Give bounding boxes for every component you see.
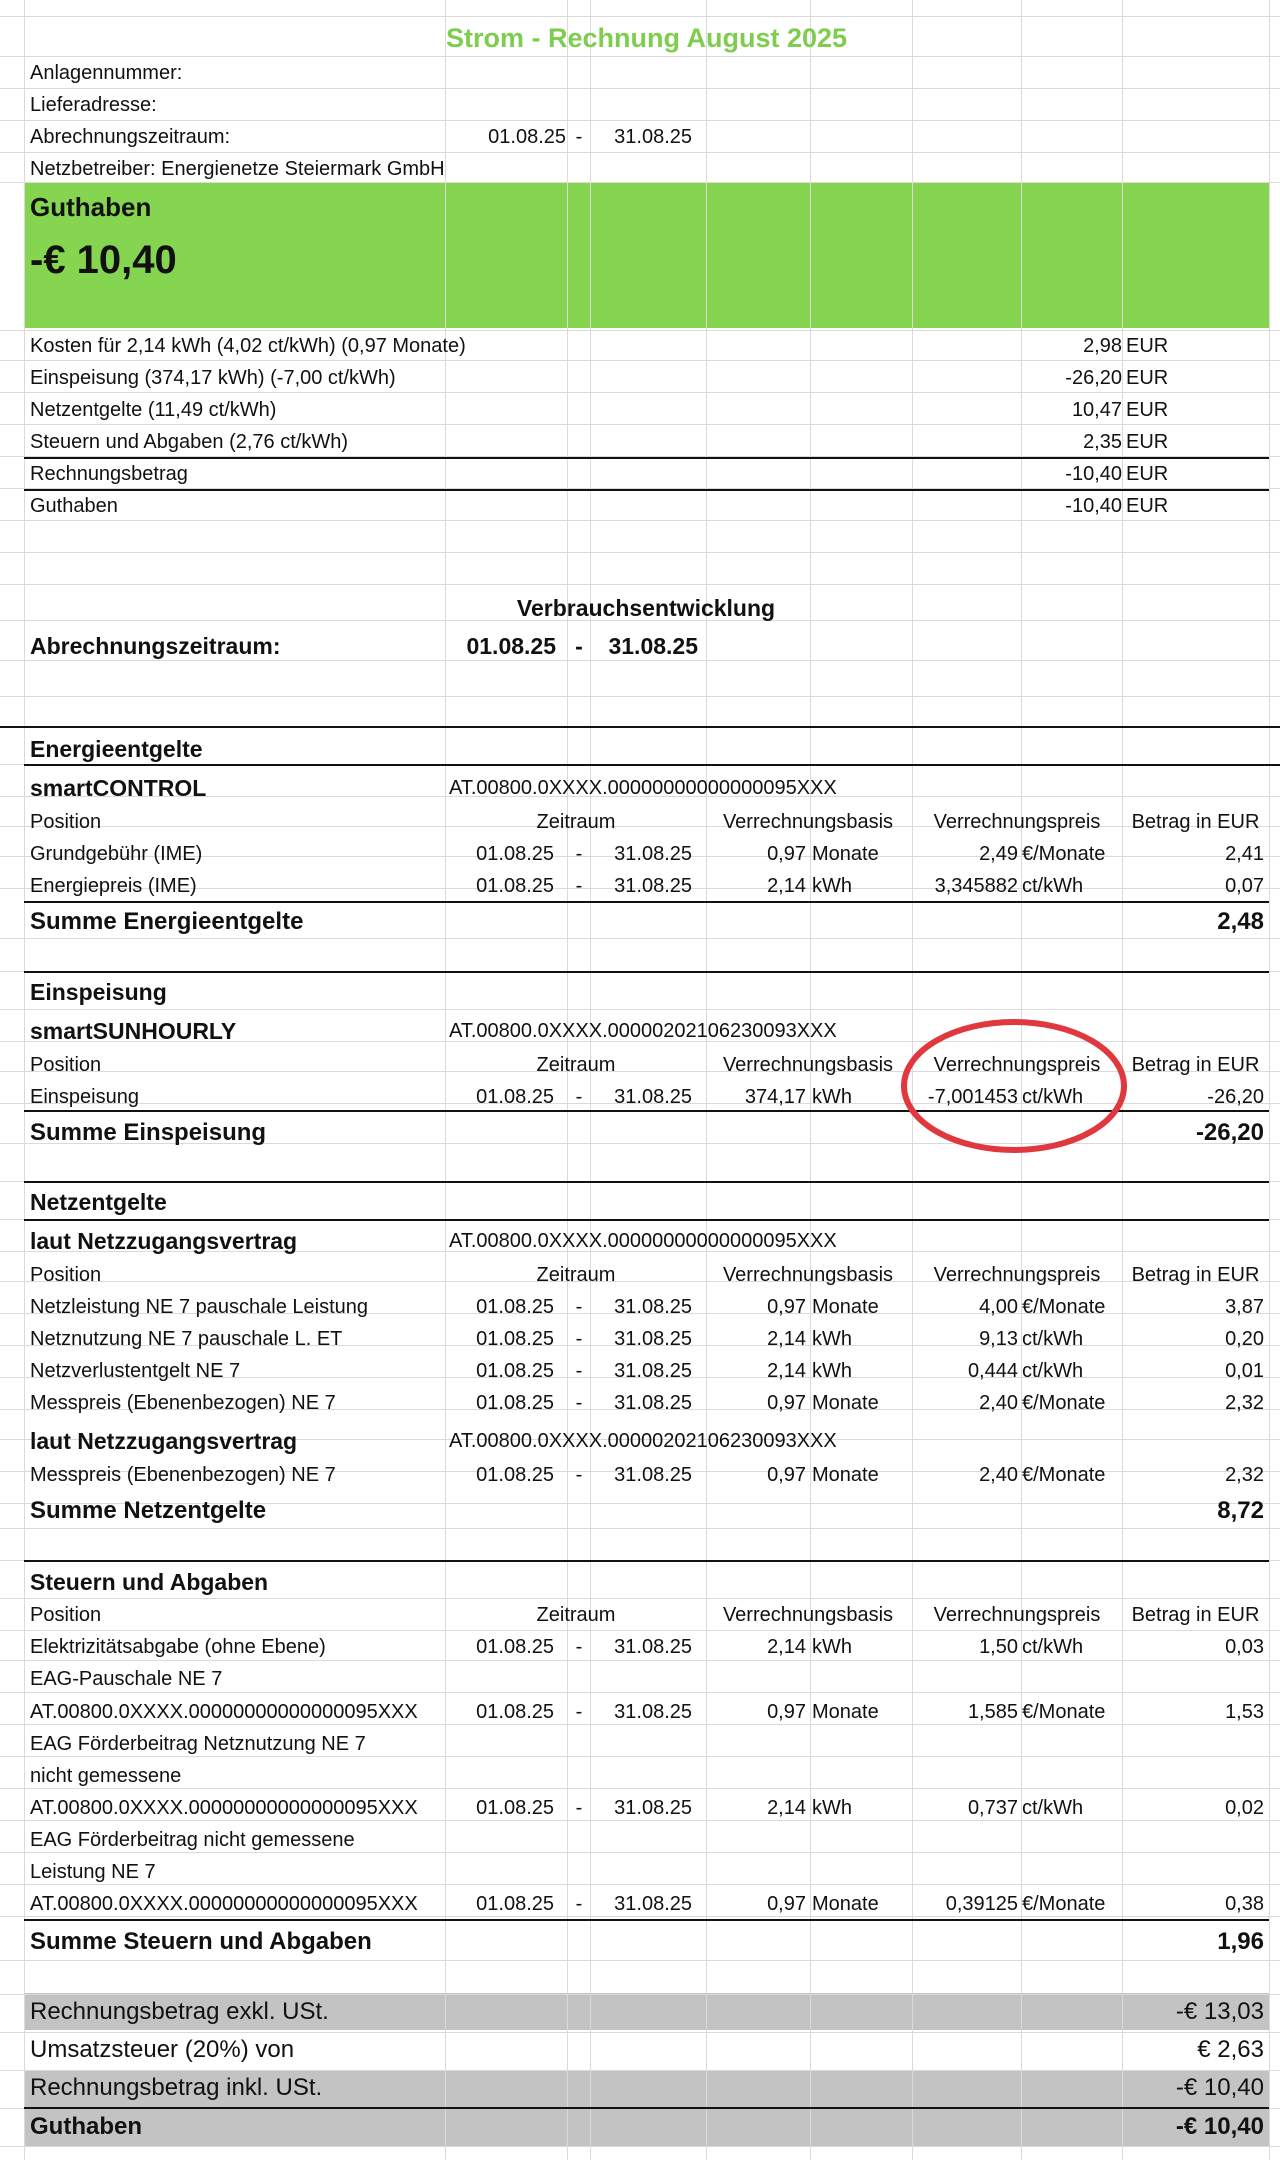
energie-row-1-from: 01.08.25 — [476, 843, 554, 865]
netz-row-4-basis: 0,97 — [767, 1392, 806, 1414]
invoice-title: Strom - Rechnung August 2025 — [445, 23, 848, 53]
energie-row-2-to: 31.08.25 — [614, 875, 692, 897]
netz-row-4-basis-unit: Monate — [812, 1392, 879, 1414]
einsp-row-1-from: 01.08.25 — [476, 1086, 554, 1108]
energie-sum-label: Summe Energieentgelte — [30, 908, 304, 935]
einsp-row-1-pos: Einspeisung — [30, 1086, 139, 1108]
steuern-row-4-preis: 0,39125 — [945, 1893, 1018, 1915]
grid-row-1 — [0, 56, 1280, 57]
summary-unit: EUR — [1126, 367, 1169, 389]
einsp-col-betrag: Betrag in EUR — [1131, 1054, 1260, 1076]
steuern-row-1-preis: 1,50 — [979, 1636, 1018, 1658]
summary-text: Guthaben — [30, 495, 118, 517]
grid-row-14 — [0, 584, 1280, 585]
steuern-eag1-label: EAG-Pauschale NE 7 — [30, 1668, 223, 1690]
steuern-row-4-betrag: 0,38 — [1225, 1893, 1264, 1915]
summary-value: -26,20 — [1065, 367, 1122, 389]
steuern-row-4-from: 01.08.25 — [476, 1893, 554, 1915]
steuern-eag2-label1: EAG Förderbeitrag Netznutzung NE 7 — [30, 1733, 366, 1755]
netzbetreiber: Netzbetreiber: Energienetze Steiermark GmbH — [30, 158, 445, 180]
energie-row-2-from: 01.08.25 — [476, 875, 554, 897]
summary-value: 10,47 — [1071, 399, 1122, 421]
einsp-row-1-basis-unit: kWh — [812, 1086, 852, 1108]
netz-title: Netzentgelte — [30, 1189, 167, 1215]
steuern-row-3-from: 01.08.25 — [476, 1797, 554, 1819]
steuern-row-1-dash: - — [575, 1636, 583, 1658]
steuern-col-basis: Verrechnungsbasis — [722, 1604, 894, 1626]
netz-row-5-dash: - — [575, 1464, 583, 1486]
netz-row-2-from: 01.08.25 — [476, 1328, 554, 1350]
steuern-row-1-to: 31.08.25 — [614, 1636, 692, 1658]
lieferadresse-label: Lieferadresse: — [30, 94, 157, 116]
rule-energie-title — [24, 764, 1280, 766]
steuern-eag3-label2: Leistung NE 7 — [30, 1861, 156, 1883]
einsp-title: Einspeisung — [30, 979, 167, 1005]
energie-row-1-dash: - — [575, 843, 583, 865]
total-ust-label: Umsatzsteuer (20%) von — [30, 2036, 295, 2063]
period-label: Abrechnungszeitraum: — [30, 126, 231, 148]
netz-row-1-betrag: 3,87 — [1225, 1296, 1264, 1318]
netz-row-4-preis-unit: €/Monate — [1022, 1392, 1106, 1414]
netz-row-3-basis: 2,14 — [767, 1360, 806, 1382]
einsp-sum-value: -26,20 — [1195, 1119, 1264, 1146]
netz-row-1-preis-unit: €/Monate — [1022, 1296, 1106, 1318]
grid-row-26 — [0, 1009, 1280, 1010]
rule-netz-title — [24, 1219, 1269, 1221]
netz-row-5-to: 31.08.25 — [614, 1464, 692, 1486]
verbrauch-title: Verbrauchsentwicklung — [516, 595, 776, 621]
grid-row-55 — [0, 1960, 1280, 1961]
netz-row-2-pos: Netznutzung NE 7 pauschale L. ET — [30, 1328, 343, 1350]
energie-row-2-preis: 3,345882 — [934, 875, 1018, 897]
energie-col-position: Position — [30, 811, 102, 833]
steuern-row-4-basis: 0,97 — [767, 1893, 806, 1915]
netz-meter2: AT.00800.0XXXX.00000202106230093XXX — [449, 1430, 837, 1452]
energie-col-zeitraum: Zeitraum — [536, 811, 616, 833]
rule-steuern-top — [24, 1560, 1269, 1562]
steuern-row-4-dash: - — [575, 1893, 583, 1915]
steuern-sum-label: Summe Steuern und Abgaben — [30, 1928, 372, 1955]
steuern-row-3-basis: 2,14 — [767, 1797, 806, 1819]
netz-row-3-dash: - — [575, 1360, 583, 1382]
steuern-col-zeitraum: Zeitraum — [536, 1604, 616, 1626]
steuern-row-2-to: 31.08.25 — [614, 1701, 692, 1723]
einsp-sum-label: Summe Einspeisung — [30, 1119, 267, 1146]
einsp-row-1-preis-unit: ct/kWh — [1022, 1086, 1084, 1108]
netz-row-1-to: 31.08.25 — [614, 1296, 692, 1318]
netz-row-3-from: 01.08.25 — [476, 1360, 554, 1382]
energie-col-basis: Verrechnungsbasis — [722, 811, 894, 833]
energie-row-2-pos: Energiepreis (IME) — [30, 875, 197, 897]
netz-row-3-betrag: 0,01 — [1225, 1360, 1264, 1382]
steuern-row-3-to: 31.08.25 — [614, 1797, 692, 1819]
steuern-row-1-pos: Elektrizitätsabgabe (ohne Ebene) — [30, 1636, 326, 1658]
einsp-row-1-basis: 374,17 — [744, 1086, 806, 1108]
netz-row-5-basis: 0,97 — [767, 1464, 806, 1486]
netz-col-position: Position — [30, 1264, 102, 1286]
energie-title: Energieentgelte — [30, 736, 203, 762]
steuern-row-1-basis-unit: kWh — [812, 1636, 852, 1658]
steuern-row-3-dash: - — [575, 1797, 583, 1819]
verbrauch-dash: - — [575, 633, 583, 659]
rule-energie-top — [0, 726, 1280, 728]
total-inkl-label: Rechnungsbetrag inkl. USt. — [30, 2074, 323, 2101]
steuern-sum-value: 1,96 — [1217, 1928, 1264, 1955]
steuern-row-3-preis: 0,737 — [967, 1797, 1018, 1819]
steuern-row-2-pos: AT.00800.0XXXX.00000000000000095XXX — [30, 1701, 418, 1723]
netz-row-5-basis-unit: Monate — [812, 1464, 879, 1486]
netz-row-3-to: 31.08.25 — [614, 1360, 692, 1382]
netz-meter1: AT.00800.0XXXX.00000000000000095XXX — [449, 1230, 837, 1252]
total-ust-value: € 2,63 — [1197, 2036, 1264, 2063]
netz-sub2: laut Netzzugangsvertrag — [30, 1428, 298, 1454]
einsp-row-1-preis: -7,001453 — [927, 1086, 1018, 1108]
steuern-row-2-preis-unit: €/Monate — [1022, 1701, 1106, 1723]
summary-unit: EUR — [1126, 463, 1169, 485]
netz-row-1-preis: 4,00 — [979, 1296, 1018, 1318]
netz-sum-value: 8,72 — [1217, 1497, 1264, 1524]
netz-row-2-basis-unit: kWh — [812, 1328, 852, 1350]
einsp-col-basis: Verrechnungsbasis — [722, 1054, 894, 1076]
verbrauch-to: 31.08.25 — [608, 633, 698, 659]
netz-row-1-from: 01.08.25 — [476, 1296, 554, 1318]
netz-sub1: laut Netzzugangsvertrag — [30, 1228, 298, 1254]
steuern-col-position: Position — [30, 1604, 102, 1626]
grid-col-9 — [1269, 0, 1270, 2160]
steuern-row-3-preis-unit: ct/kWh — [1022, 1797, 1084, 1819]
energie-row-2-betrag: 0,07 — [1225, 875, 1264, 897]
steuern-col-betrag: Betrag in EUR — [1131, 1604, 1260, 1626]
einsp-col-zeitraum: Zeitraum — [536, 1054, 616, 1076]
energie-product: smartCONTROL — [30, 775, 207, 801]
total-guthaben-label: Guthaben — [30, 2113, 142, 2140]
total-exkl-value: -€ 13,03 — [1175, 1998, 1264, 2025]
period-to: 31.08.25 — [614, 126, 692, 148]
grid-row-53 — [0, 1884, 1280, 1885]
steuern-col-preis: Verrechnungspreis — [933, 1604, 1101, 1626]
summary-unit: EUR — [1126, 495, 1169, 517]
steuern-row-3-betrag: 0,02 — [1225, 1797, 1264, 1819]
summary-value: -10,40 — [1065, 463, 1122, 485]
rule-netz-top — [24, 1181, 1269, 1183]
netz-sum-label: Summe Netzentgelte — [30, 1497, 267, 1524]
grid-row-60 — [0, 2146, 1280, 2147]
energie-sum-value: 2,48 — [1217, 908, 1264, 935]
netz-row-5-preis-unit: €/Monate — [1022, 1464, 1106, 1486]
netz-row-2-preis-unit: ct/kWh — [1022, 1328, 1084, 1350]
summary-value: 2,35 — [1083, 431, 1122, 453]
steuern-row-4-basis-unit: Monate — [812, 1893, 879, 1915]
energie-row-1-basis: 0,97 — [767, 843, 806, 865]
steuern-title: Steuern und Abgaben — [30, 1569, 269, 1595]
energie-row-1-betrag: 2,41 — [1225, 843, 1264, 865]
anlagennummer-label: Anlagennummer: — [30, 62, 183, 84]
guthaben-label: Guthaben — [30, 192, 152, 222]
steuern-row-2-preis: 1,585 — [967, 1701, 1018, 1723]
verbrauch-period-label: Abrechnungszeitraum: — [30, 633, 281, 659]
energie-row-2-basis-unit: kWh — [812, 875, 852, 897]
energie-row-2-dash: - — [575, 875, 583, 897]
steuern-row-1-betrag: 0,03 — [1225, 1636, 1264, 1658]
summary-unit: EUR — [1126, 399, 1169, 421]
grid-row-50 — [0, 1788, 1280, 1789]
netz-row-2-to: 31.08.25 — [614, 1328, 692, 1350]
grid-row-0 — [0, 16, 1280, 17]
netz-col-zeitraum: Zeitraum — [536, 1264, 616, 1286]
energie-col-betrag: Betrag in EUR — [1131, 811, 1260, 833]
guthaben-band — [24, 183, 1269, 328]
summary-unit: EUR — [1126, 335, 1169, 357]
steuern-row-2-from: 01.08.25 — [476, 1701, 554, 1723]
total-guthaben-band — [24, 2109, 1269, 2146]
einsp-meter: AT.00800.0XXXX.00000202106230093XXX — [449, 1020, 837, 1042]
summary-text: Einspeisung (374,17 kWh) (-7,00 ct/kWh) — [30, 367, 396, 389]
summary-value: -10,40 — [1065, 495, 1122, 517]
einsp-row-1-dash: - — [575, 1086, 583, 1108]
summary-unit: EUR — [1126, 431, 1169, 453]
rule-einsp-top — [24, 971, 1269, 973]
netz-col-basis: Verrechnungsbasis — [722, 1264, 894, 1286]
steuern-row-4-preis-unit: €/Monate — [1022, 1893, 1106, 1915]
energie-row-1-pos: Grundgebühr (IME) — [30, 843, 203, 865]
netz-row-4-dash: - — [575, 1392, 583, 1414]
netz-row-4-to: 31.08.25 — [614, 1392, 692, 1414]
steuern-row-3-pos: AT.00800.0XXXX.00000000000000095XXX — [30, 1797, 418, 1819]
netz-row-3-pos: Netzverlustentgelt NE 7 — [30, 1360, 241, 1382]
period-from: 01.08.25 — [488, 126, 566, 148]
energie-row-2-preis-unit: ct/kWh — [1022, 875, 1084, 897]
summary-text: Kosten für 2,14 kWh (4,02 ct/kWh) (0,97 Monate) — [30, 335, 466, 357]
netz-col-preis: Verrechnungspreis — [933, 1264, 1101, 1286]
netz-row-5-from: 01.08.25 — [476, 1464, 554, 1486]
netz-row-5-betrag: 2,32 — [1225, 1464, 1264, 1486]
grid-row-17 — [0, 696, 1280, 697]
steuern-row-2-basis-unit: Monate — [812, 1701, 879, 1723]
steuern-eag2-label2: nicht gemessene — [30, 1765, 182, 1787]
netz-row-4-pos: Messpreis (Ebenenbezogen) NE 7 — [30, 1392, 336, 1414]
steuern-row-2-betrag: 1,53 — [1225, 1701, 1264, 1723]
summary-text: Rechnungsbetrag — [30, 463, 188, 485]
einsp-row-1-betrag: -26,20 — [1207, 1086, 1264, 1108]
total-guthaben-value: -€ 10,40 — [1175, 2113, 1264, 2140]
netz-row-5-pos: Messpreis (Ebenenbezogen) NE 7 — [30, 1464, 336, 1486]
energie-row-1-preis-unit: €/Monate — [1022, 843, 1106, 865]
netz-row-2-preis: 9,13 — [979, 1328, 1018, 1350]
total-exkl-label: Rechnungsbetrag exkl. USt. — [30, 1998, 329, 2025]
netz-row-1-basis: 0,97 — [767, 1296, 806, 1318]
netz-row-1-basis-unit: Monate — [812, 1296, 879, 1318]
guthaben-amount: -€ 10,40 — [30, 238, 177, 282]
einsp-row-1-to: 31.08.25 — [614, 1086, 692, 1108]
energie-meter: AT.00800.0XXXX.00000000000000095XXX — [449, 777, 837, 799]
steuern-row-4-pos: AT.00800.0XXXX.00000000000000095XXX — [30, 1893, 418, 1915]
summary-text: Steuern und Abgaben (2,76 ct/kWh) — [30, 431, 348, 453]
grid-row-13 — [0, 552, 1280, 553]
steuern-row-2-basis: 0,97 — [767, 1701, 806, 1723]
netz-row-3-preis-unit: ct/kWh — [1022, 1360, 1084, 1382]
energie-col-preis: Verrechnungspreis — [933, 811, 1101, 833]
einsp-product: smartSUNHOURLY — [30, 1018, 237, 1044]
netz-row-3-preis: 0,444 — [967, 1360, 1018, 1382]
energie-row-2-basis: 2,14 — [767, 875, 806, 897]
netz-row-2-basis: 2,14 — [767, 1328, 806, 1350]
netz-row-1-dash: - — [575, 1296, 583, 1318]
netz-row-3-basis-unit: kWh — [812, 1360, 852, 1382]
energie-row-1-preis: 2,49 — [979, 843, 1018, 865]
netz-row-2-dash: - — [575, 1328, 583, 1350]
steuern-row-1-basis: 2,14 — [767, 1636, 806, 1658]
summary-value: 2,98 — [1083, 335, 1122, 357]
verbrauch-from: 01.08.25 — [466, 633, 556, 659]
period-dash: - — [575, 126, 583, 148]
steuern-row-2-dash: - — [575, 1701, 583, 1723]
steuern-row-4-to: 31.08.25 — [614, 1893, 692, 1915]
energie-row-1-basis-unit: Monate — [812, 843, 879, 865]
netz-row-4-preis: 2,40 — [979, 1392, 1018, 1414]
steuern-eag3-label1: EAG Förderbeitrag nicht gemessene — [30, 1829, 355, 1851]
grid-col-0 — [24, 0, 25, 2160]
netz-row-2-betrag: 0,20 — [1225, 1328, 1264, 1350]
netz-row-4-betrag: 2,32 — [1225, 1392, 1264, 1414]
summary-text: Netzentgelte (11,49 ct/kWh) — [30, 399, 277, 421]
energie-row-1-to: 31.08.25 — [614, 843, 692, 865]
netz-row-1-pos: Netzleistung NE 7 pauschale Leistung — [30, 1296, 368, 1318]
einsp-col-position: Position — [30, 1054, 102, 1076]
grid-row-2 — [0, 88, 1280, 89]
rule-totals — [24, 2107, 1269, 2109]
netz-row-5-preis: 2,40 — [979, 1464, 1018, 1486]
netz-row-4-from: 01.08.25 — [476, 1392, 554, 1414]
netz-col-betrag: Betrag in EUR — [1131, 1264, 1260, 1286]
einsp-col-preis: Verrechnungspreis — [933, 1054, 1101, 1076]
steuern-row-1-preis-unit: ct/kWh — [1022, 1636, 1084, 1658]
total-inkl-value: -€ 10,40 — [1175, 2074, 1264, 2101]
steuern-row-3-basis-unit: kWh — [812, 1797, 852, 1819]
steuern-row-1-from: 01.08.25 — [476, 1636, 554, 1658]
